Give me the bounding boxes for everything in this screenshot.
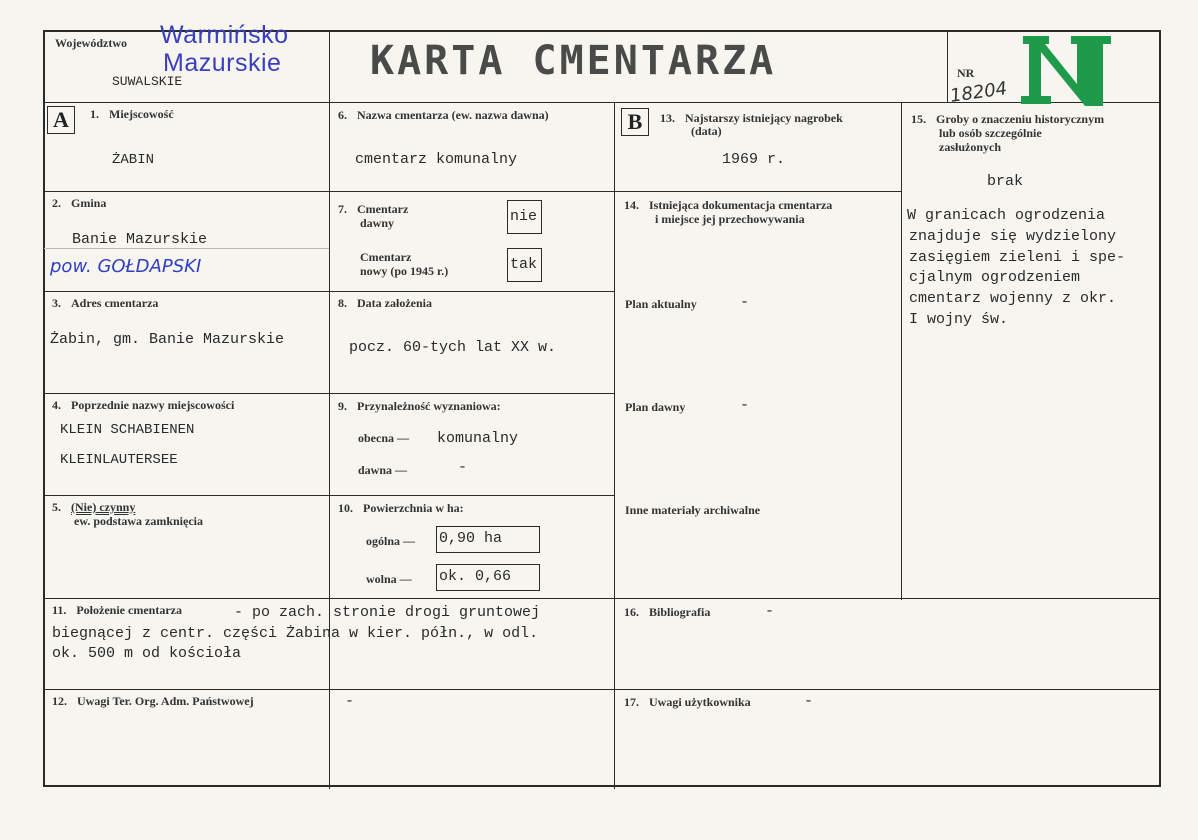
inne-materialy-label: Inne materiały archiwalne xyxy=(625,503,761,517)
field-10-title: Powierzchnia w ha: xyxy=(363,501,464,515)
field-10-label xyxy=(338,501,464,515)
cmentarz-dawny-box xyxy=(507,200,542,234)
field-7-label xyxy=(338,202,408,216)
ogolna-box xyxy=(436,526,540,553)
field-14-label xyxy=(624,198,832,212)
wolna-label: wolna — xyxy=(366,572,412,586)
poprzednia-nazwa-2: KLEINLAUTERSEE xyxy=(60,452,178,468)
obecna-value: komunalny xyxy=(437,430,519,447)
miejscowosc-value: ŻABIN xyxy=(112,152,155,168)
divider xyxy=(44,495,614,496)
gmina-value: Banie Mazurskie xyxy=(72,231,208,248)
polozenie-line-1: - po zach. stronie drogi gruntowej xyxy=(234,604,541,621)
field-7-title-a1: Cmentarz xyxy=(357,202,409,216)
field-8-title: Data założenia xyxy=(357,296,432,310)
dawna-value: - xyxy=(458,459,468,476)
divider xyxy=(44,191,614,192)
nr-handwritten-number: 18204 xyxy=(948,78,1009,107)
field-13-label xyxy=(660,111,843,125)
field-9-number: 9. xyxy=(338,399,347,413)
field-11-label xyxy=(52,603,182,617)
wojewodztwo-stamp-line1: Warmińsko xyxy=(160,21,289,49)
uwagi-uzytkownika-value: - xyxy=(804,693,814,710)
plan-aktualny-label: Plan aktualny xyxy=(625,297,697,311)
field-9-label xyxy=(338,399,501,413)
groby-line-2: znajduje się wydzielony xyxy=(909,228,1117,245)
field-5-title-2: ew. podstawa zamknięcia xyxy=(74,514,203,528)
field-16-label xyxy=(624,605,710,619)
poprzednia-nazwa-1: KLEIN SCHABIENEN xyxy=(60,422,195,438)
field-2-title: Gmina xyxy=(71,196,107,210)
field-11-number: 11. xyxy=(52,603,67,617)
field-2-number: 2. xyxy=(52,196,61,210)
adres-value: Żabin, gm. Banie Mazurskie xyxy=(50,331,285,348)
field-8-number: 8. xyxy=(338,296,347,310)
wolna-box xyxy=(436,564,540,591)
field-14-number: 14. xyxy=(624,198,639,212)
field-4-number: 4. xyxy=(52,398,61,412)
groby-line-3: zasięgiem zieleni i spe- xyxy=(909,249,1126,266)
stamp-letter-n-icon xyxy=(1015,28,1115,110)
groby-line-5: cmentarz wojenny z okr. xyxy=(909,290,1117,307)
plan-dawny-label: Plan dawny xyxy=(625,400,686,414)
field-17-title: Uwagi użytkownika xyxy=(649,695,751,709)
divider xyxy=(44,291,614,292)
field-15-number: 15. xyxy=(911,112,926,126)
field-12-number: 12. xyxy=(52,694,67,708)
card-title: KARTA CMENTARZA xyxy=(370,38,777,84)
polozenie-line-3: ok. 500 m od kościoła xyxy=(52,645,242,662)
divider xyxy=(947,31,948,103)
field-6-title: Nazwa cmentarza (ew. nazwa dawna) xyxy=(357,108,549,122)
groby-line-1: W granicach ogrodzenia xyxy=(907,207,1106,224)
ogolna-label: ogólna — xyxy=(366,534,416,548)
divider xyxy=(44,102,1160,103)
field-15-label xyxy=(911,112,1104,126)
divider xyxy=(44,598,1160,599)
field-13-number: 13. xyxy=(660,111,675,125)
divider xyxy=(44,393,614,394)
wolna-value: ok. 0,66 xyxy=(439,568,512,585)
field-16-number: 16. xyxy=(624,605,639,619)
groby-line-6: I wojny św. xyxy=(909,311,1009,328)
plan-dawny-value: - xyxy=(740,397,750,414)
divider xyxy=(329,31,330,789)
uwagi-ter-value: - xyxy=(345,693,355,710)
field-1-title: Miejscowość xyxy=(109,107,174,121)
data-zalozenia-value: pocz. 60-tych lat XX w. xyxy=(349,339,557,356)
field-10-number: 10. xyxy=(338,501,353,515)
plan-aktualny-value: - xyxy=(740,294,750,311)
field-11-title: Położenie cmentarza xyxy=(76,603,182,617)
wojewodztwo-label: Województwo xyxy=(55,36,127,50)
polozenie-line-2: biegnącej z centr. części Żabina w kier. półn., w odl. xyxy=(52,625,539,642)
groby-brak-value: brak xyxy=(987,173,1024,190)
field-6-label xyxy=(338,108,549,122)
field-4-label xyxy=(52,398,234,412)
powiat-handwritten: pow. GOŁDAPSKI xyxy=(50,256,202,277)
field-3-number: 3. xyxy=(52,296,61,310)
cmentarz-nowy-box xyxy=(507,248,542,282)
field-1-number: 1. xyxy=(90,107,99,121)
field-5-label xyxy=(52,500,135,514)
field-4-title: Poprzednie nazwy miejscowości xyxy=(71,398,235,412)
field-7-title-b2: nowy (po 1945 r.) xyxy=(360,264,449,278)
field-13-title-2: (data) xyxy=(691,124,722,138)
field-1-label xyxy=(90,107,174,121)
divider xyxy=(44,689,1160,690)
wojewodztwo-typed: SUWALSKIE xyxy=(112,74,183,89)
field-5-title-1: (Nie) czynny xyxy=(71,500,136,514)
field-17-number: 17. xyxy=(624,695,639,709)
field-2-label xyxy=(52,196,106,210)
groby-line-4: cjalnym ogrodzeniem xyxy=(909,269,1081,286)
najstarszy-nagrobek-value: 1969 r. xyxy=(722,151,786,168)
field-12-title: Uwagi Ter. Org. Adm. Państwowej xyxy=(77,694,254,708)
ogolna-value: 0,90 ha xyxy=(439,530,503,547)
field-3-title: Adres cmentarza xyxy=(71,296,159,310)
divider xyxy=(614,103,615,789)
field-15-title-2: lub osób szczególnie xyxy=(939,126,1042,140)
cmentarz-dawny-value: nie xyxy=(510,208,538,225)
nr-label: NR xyxy=(957,66,975,80)
field-6-number: 6. xyxy=(338,108,347,122)
field-15-title-3: zasłużonych xyxy=(939,140,1002,154)
field-16-title: Bibliografia xyxy=(649,605,711,619)
field-15-title-1: Groby o znaczeniu historycznym xyxy=(936,112,1105,126)
divider xyxy=(901,103,902,600)
field-7-title-b1: Cmentarz xyxy=(360,250,412,264)
obecna-label: obecna — xyxy=(358,431,409,445)
wojewodztwo-stamp-line2: Mazurskie xyxy=(163,49,282,77)
field-5-number: 5. xyxy=(52,500,61,514)
field-17-label xyxy=(624,695,751,709)
section-b-badge: B xyxy=(621,108,649,136)
section-a-badge: A xyxy=(47,106,75,134)
field-7-title-a2: dawny xyxy=(360,216,395,230)
dawna-label: dawna — xyxy=(358,463,408,477)
field-14-title-1: Istniejąca dokumentacja cmentarza xyxy=(649,198,833,212)
field-3-label xyxy=(52,296,158,310)
cmentarz-nowy-value: tak xyxy=(510,256,538,273)
bibliografia-value: - xyxy=(765,603,775,620)
field-12-label xyxy=(52,694,254,708)
divider xyxy=(614,191,902,192)
field-14-title-2: i miejsce jej przechowywania xyxy=(655,212,805,226)
field-7-number: 7. xyxy=(338,202,347,216)
nazwa-cmentarza-value: cmentarz komunalny xyxy=(355,151,518,168)
field-13-title-1: Najstarszy istniejący nagrobek xyxy=(685,111,843,125)
field-9-title: Przynależność wyznaniowa: xyxy=(357,399,501,413)
field-8-label xyxy=(338,296,432,310)
